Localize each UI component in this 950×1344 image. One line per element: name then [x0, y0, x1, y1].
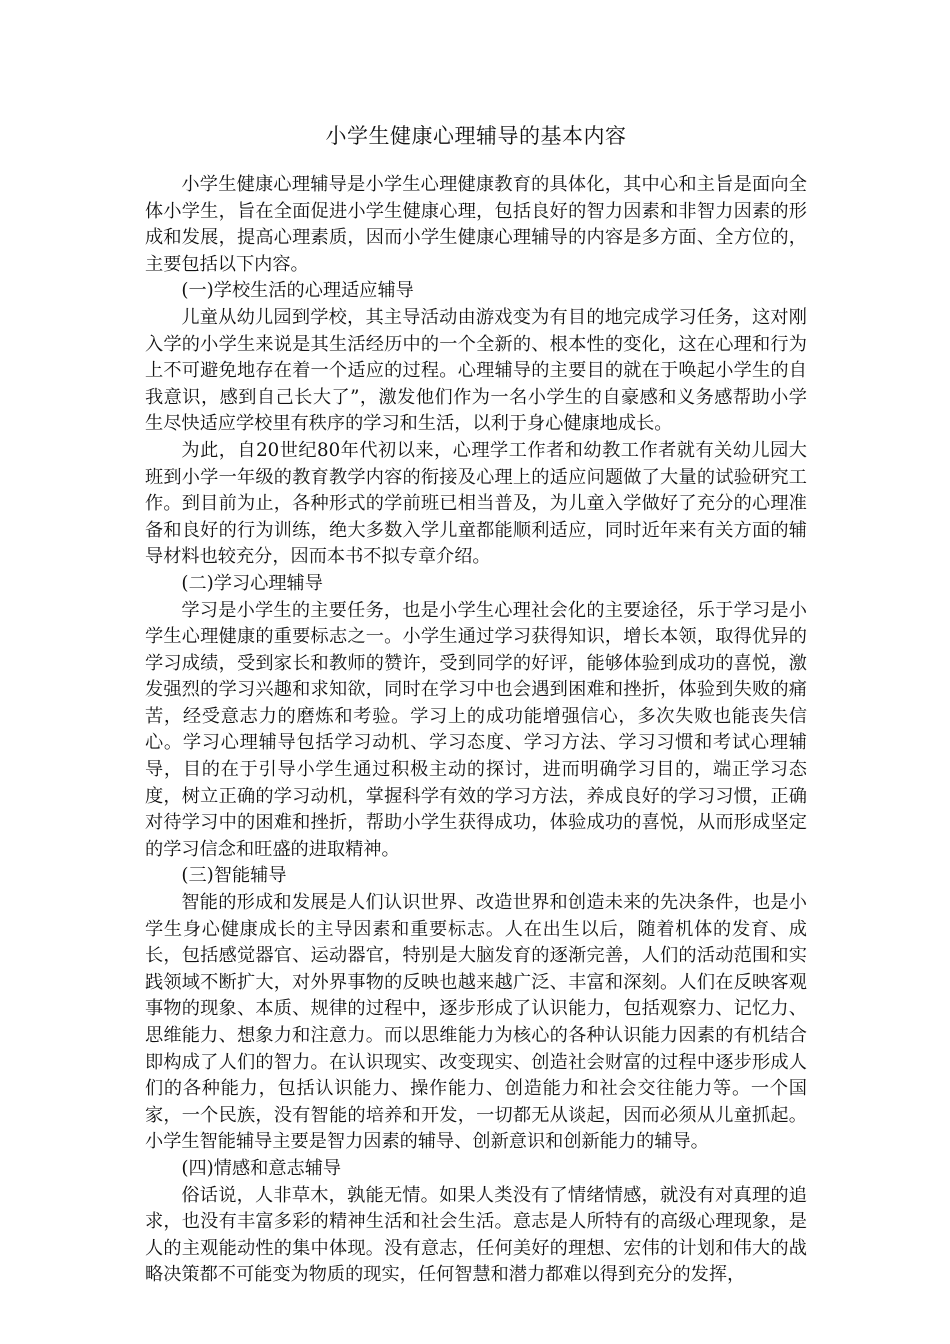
section-1-paragraph-1: 儿童从幼儿园到学校，其主导活动由游戏变为有目的地完成学习任务，这对刚入学的小学生来说是其生活经历中的一个全新的、根本性的变化，这在心理和行为上不可避免地存在着一个适应的过程。心理辅导的主要目的就在于唤起小学生的自我意识，感到自己长大了”，激发他们作为一名小学生的自豪感和义务感帮助小学生尽快适应学校里有秩序的学习和生活，以利于身心健康地成长。 — [145, 306, 807, 435]
section-heading-2: (二)学习心理辅导 — [181, 572, 323, 594]
section-4-paragraph: 俗话说，人非草木，孰能无情。如果人类没有了情绪情感，就没有对真理的追求，也没有丰富多彩的精神生活和社会生活。意志是人所特有的高级心理现象，是人的主观能动性的集中体现。没有意志，任何美好的理想、宏伟的计划和伟大的战略决策都不可能变为物质的现实，任何智慧和潜力都难以得到充分的发挥， — [145, 1184, 807, 1286]
section-heading-4: (四)情感和意志辅导 — [181, 1157, 342, 1179]
document-page — [145, 118, 807, 1289]
document-title: 小学生健康心理辅导的基本内容 — [325, 124, 627, 148]
section-heading-3: (三)智能辅导 — [181, 865, 287, 887]
section-3-paragraph: 智能的形成和发展是人们认识世界、改造世界和创造未来的先决条件，也是小学生身心健康成长的主导因素和重要标志。人在出生以后，随着机体的发育、成长，包括感觉器官、运动器官，特别是大脑发育的逐渐完善，人们的活动范围和实践领域不断扩大，对外界事物的反映也越来越广泛、丰富和深刻。人们在反映客观事物的现象、本质、规律的过程中，逐步形成了认识能力，包括观察力、记忆力、思维能力、想象力和注意力。而以思维能力为核心的各种认识能力因素的有机结合即构成了人们的智力。在认识现实、改变现实、创造社会财富的过程中逐步形成人们的各种能力，包括认识能力、操作能力、创造能力和社会交往能力等。一个国家，一个民族，没有智能的培养和开发，一切都无从谈起，因而必须从儿童抓起。小学生智能辅导主要是智力因素的辅导、创新意识和创新能力的辅导。 — [145, 892, 807, 1153]
section-2-paragraph: 学习是小学生的主要任务，也是小学生心理社会化的主要途径，乐于学习是小学生心理健康的重要标志之一。小学生通过学习获得知识，增长本领，取得优异的学习成绩，受到家长和教师的赞许，受到同学的好评，能够体验到成功的喜悦，激发强烈的学习兴趣和求知欲，同时在学习中也会遇到困难和挫折，体验到失败的痛苦，经受意志力的磨炼和考验。学习上的成功能增强信心，多次失败也能丧失信心。学习心理辅导包括学习动机、学习态度、学习方法、学习习惯和考试心理辅导，目的在于引导小学生通过积极主动的探讨，进而明确学习目的，端正学习态度，树立正确的学习动机，掌握科学有效的学习方法，养成良好的学习习惯，正确对待学习中的困难和挫折，帮助小学生获得成功，体验成功的喜悦，从而形成坚定的学习信念和旺盛的进取精神。 — [145, 599, 807, 860]
intro-paragraph: 小学生健康心理辅导是小学生心理健康教育的具体化，其中心和主旨是面向全体小学生，旨在全面促进小学生健康心理，包括良好的智力因素和非智力因素的形成和发展，提高心理素质，因而小学生健康心理辅导的内容是多方面、全方位的，主要包括以下内容。 — [145, 174, 807, 275]
section-1-paragraph-2: 为此，自20世纪80年代初以来，心理学工作者和幼教工作者就有关幼儿园大班到小学一年级的教育教学内容的衔接及心理上的适应问题做了大量的试验研究工作。到目前为止，各种形式的学前班已相当普及，为儿童入学做好了充分的心理准备和良好的行为训练，绝大多数入学儿童都能顺利适应，同时近年来有关方面的辅导材料也较充分，因而本书不拟专章介绍。 — [145, 439, 807, 568]
section-heading-1: (一)学校生活的心理适应辅导 — [181, 280, 414, 302]
